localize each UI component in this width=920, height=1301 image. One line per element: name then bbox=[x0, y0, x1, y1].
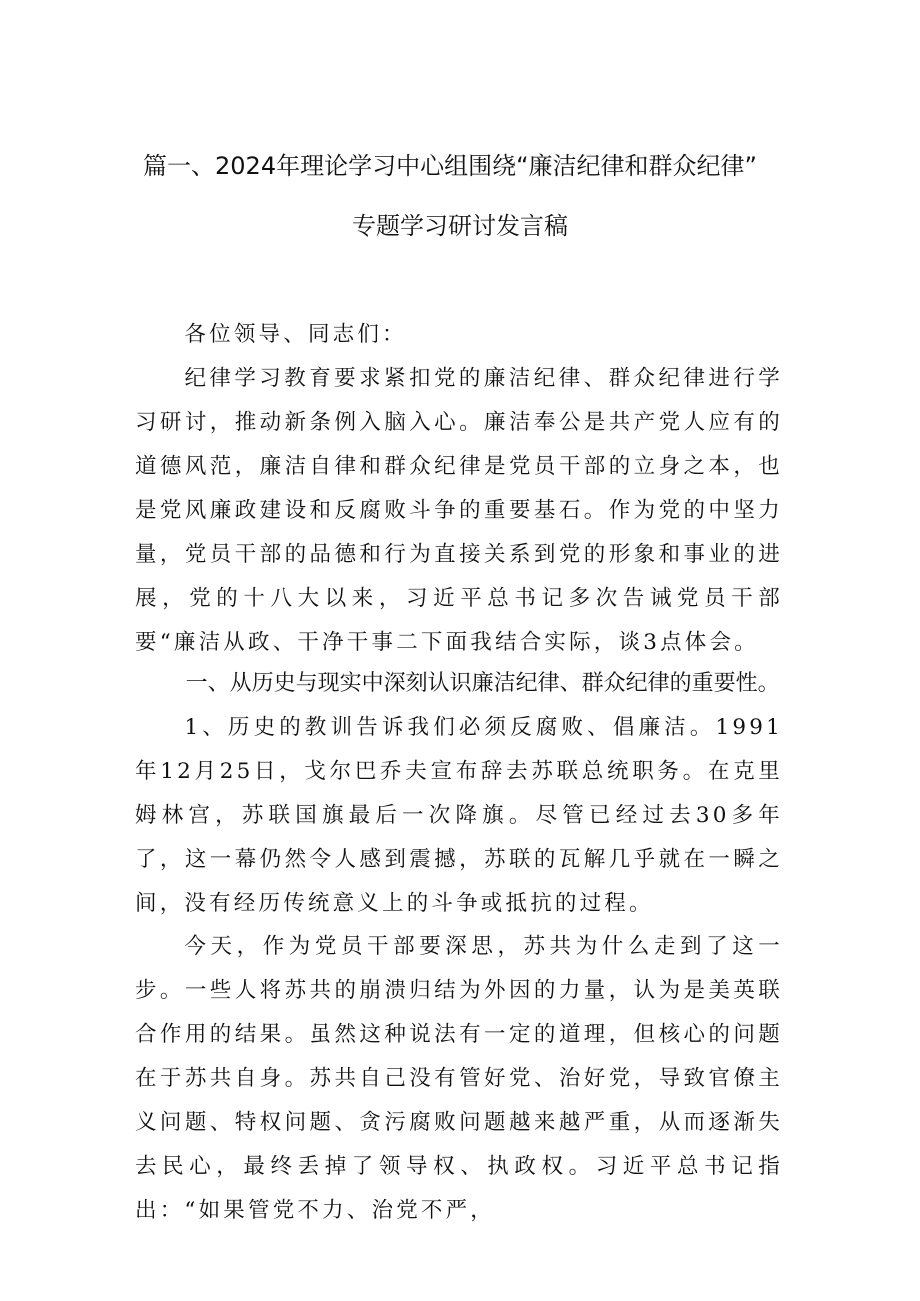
document-title-line2: 专题学习研讨发言稿 bbox=[352, 212, 568, 240]
salutation-text: 各位领导、同志们： bbox=[184, 322, 407, 347]
document-title-line1: 篇一、2024年理论学习中心组围绕“廉洁纪律和群众纪律” bbox=[143, 152, 757, 180]
paragraph-2: 1、历史的教训告诉我们必须反腐败、倡廉洁。1991年12月25日，戈尔巴乔夫宣布辞去苏联总统职务。在克里姆林宫，苏联国旗最后一次降旗。尽管已经过去30多年了，这一幕仍然令人感到震撼，苏联的瓦解几乎就在一瞬之间，没有经历传统意义上的斗争或抵抗的过程。 bbox=[135, 715, 783, 916]
reflection-paragraph bbox=[135, 925, 783, 1233]
paragraph-3: 今天，作为党员干部要深思，苏共为什么走到了这一步。一些人将苏共的崩溃归结为外因的力量，认为是美英联合作用的结果。虽然这种说法有一定的道理，但核心的问题在于苏共自身。苏共自己没有管好党、治好党，导致官僚主义问题、特权问题、贪污腐败问题越来越严重，从而逐渐失去民心，最终丢掉了领导权、执政权。习近平总书记指出：“如果管党不力、治党不严， bbox=[135, 934, 783, 1223]
intro-paragraph bbox=[135, 357, 783, 665]
paragraph-1: 纪律学习教育要求紧扣党的廉洁纪律、群众纪律进行学习研讨，推动新条例入脑入心。廉洁奉公是共产党人应有的道德风范，廉洁自律和群众纪律是党员干部的立身之本，也是党风廉政建设和反腐败斗争的重要基石。作为党的中坚力量，党员干部的品德和行为直接关系到党的形象和事业的进展，党的十八大以来，习近平总书记多次告诫党员干部要“廉洁从政、干净干事二下面我结合实际，谈3点体会。 bbox=[135, 366, 783, 655]
salutation bbox=[135, 313, 783, 357]
section-heading-1: 一、从历史与现实中深刻认识廉洁纪律、群众纪律的重要性。 bbox=[185, 671, 780, 696]
history-paragraph bbox=[135, 706, 783, 926]
